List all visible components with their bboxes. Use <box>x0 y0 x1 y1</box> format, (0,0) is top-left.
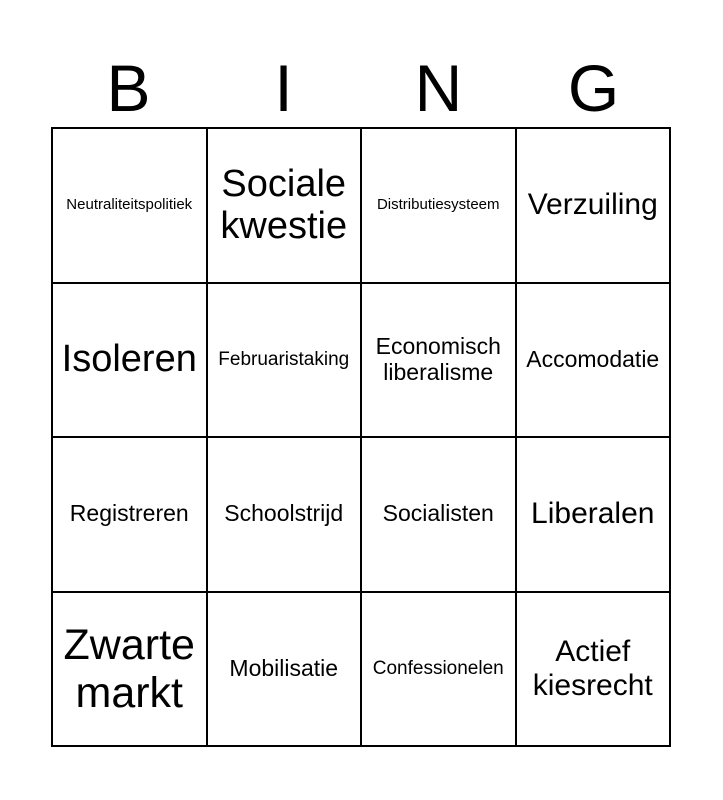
bingo-header <box>51 48 671 128</box>
bingo-cell-r3c3: Socialisten <box>362 438 517 593</box>
header-letter-n: N <box>414 51 463 125</box>
bingo-cell-r2c4: Accomodatie <box>517 284 672 439</box>
bingo-cell-r3c4: Liberalen <box>517 438 672 593</box>
bingo-grid <box>51 127 671 747</box>
header-letter-g: G <box>567 51 620 125</box>
bingo-cell-r1c4: Verzuiling <box>517 129 672 284</box>
bingo-cell-r3c1: Registreren <box>53 438 208 593</box>
bingo-cell-r4c1: Zwarte markt <box>53 593 208 748</box>
bingo-cell-r1c1: Neutraliteitspolitiek <box>53 129 208 284</box>
bingo-cell-r2c3: Economisch liberalisme <box>362 284 517 439</box>
bingo-cell-r2c1: Isoleren <box>53 284 208 439</box>
bingo-cell-r1c3: Distributiesysteem <box>362 129 517 284</box>
bingo-cell-r4c2: Mobilisatie <box>208 593 363 748</box>
bingo-cell-r2c2: Februaristaking <box>208 284 363 439</box>
bingo-cell-r1c2: Sociale kwestie <box>208 129 363 284</box>
bingo-cell-r4c3: Confessionelen <box>362 593 517 748</box>
header-letter-b: B <box>106 51 151 125</box>
bingo-cell-r3c2: Schoolstrijd <box>208 438 363 593</box>
header-letter-i: I <box>274 51 293 125</box>
bingo-cell-r4c4: Actief kiesrecht <box>517 593 672 748</box>
